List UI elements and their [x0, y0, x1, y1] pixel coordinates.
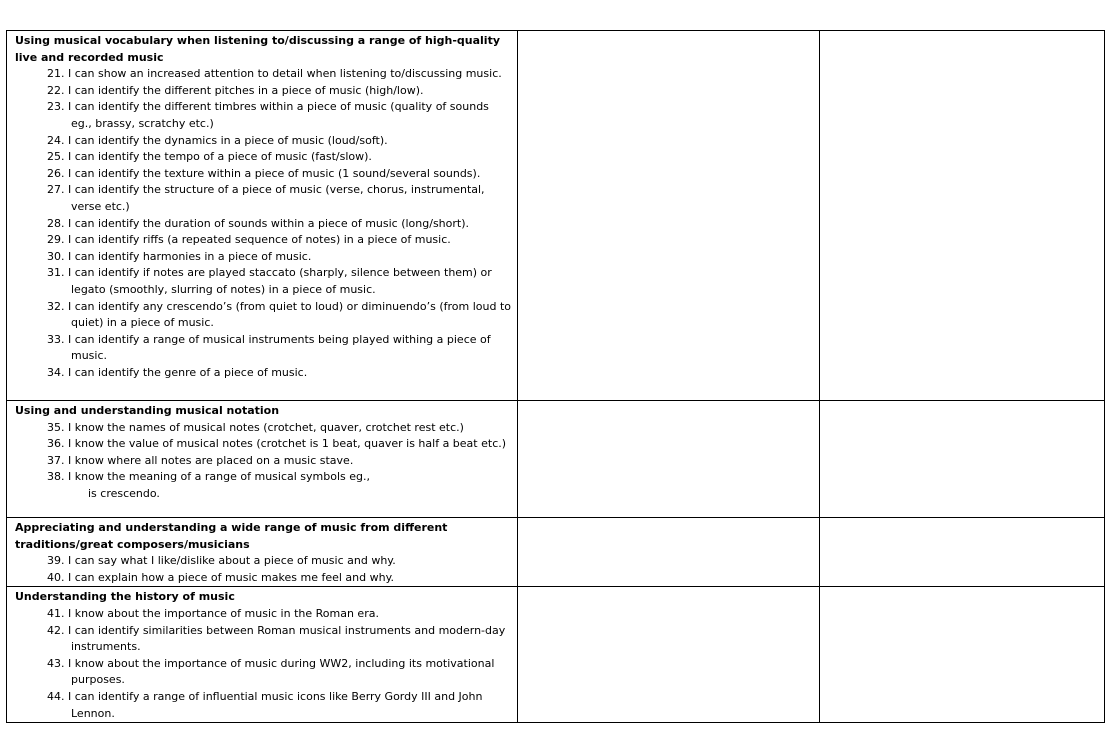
symbol-caption: is crescendo. [88, 486, 160, 500]
item-number: 27. [47, 183, 65, 197]
item-text: I can identify the duration of sounds within a piece of music (long/short). [68, 216, 470, 230]
item-number: 38. [47, 470, 65, 484]
list-item [15, 83, 513, 100]
empty-cell[interactable] [820, 518, 1105, 587]
item-text: I can identify a range of musical instruments being played withing a piece of music. [68, 332, 491, 363]
item-number: 35. [47, 420, 65, 434]
list-item [15, 606, 513, 623]
item-number: 32. [47, 299, 65, 313]
item-number: 41. [47, 606, 65, 620]
section-musical-notation [7, 401, 517, 503]
empty-cell[interactable] [518, 587, 820, 723]
item-text: I can identify the texture within a piece of music (1 sound/several sounds). [68, 166, 481, 180]
item-text: I can say what I like/dislike about a piece of music and why. [68, 554, 396, 568]
criteria-list [15, 66, 513, 381]
item-text: I can identify riffs (a repeated sequence of notes) in a piece of music. [68, 233, 451, 247]
list-item [15, 149, 513, 166]
item-text: I can identify the different timbres within a piece of music (quality of sounds eg., brassy, scratchy etc.) [68, 100, 489, 130]
list-item [15, 265, 513, 298]
item-number: 23. [47, 100, 65, 114]
item-number: 22. [47, 83, 65, 97]
list-item [15, 182, 513, 215]
section-heading: Understanding the history of music [15, 590, 235, 604]
item-text: I know the meaning of a range of musical symbols eg., [68, 470, 370, 484]
list-item [15, 623, 513, 656]
item-text: I can identify the different pitches in a piece of music (high/low). [68, 83, 424, 97]
item-number: 28. [47, 216, 65, 230]
list-item [15, 570, 513, 587]
empty-cell[interactable] [820, 401, 1105, 518]
list-item [15, 436, 513, 453]
list-item [15, 553, 513, 570]
section-appreciating-music [7, 518, 517, 586]
list-item [15, 216, 513, 233]
list-item [15, 469, 513, 486]
list-item [15, 66, 513, 83]
item-number: 30. [47, 249, 65, 263]
item-text: I know about the importance of music in the Roman era. [68, 606, 379, 620]
table-row [7, 401, 1105, 518]
list-item [15, 99, 513, 132]
item-number: 33. [47, 332, 65, 346]
criteria-cell [7, 518, 518, 587]
criteria-list [15, 553, 513, 586]
criteria-cell [7, 587, 518, 723]
item-number: 43. [47, 656, 65, 670]
empty-cell[interactable] [518, 518, 820, 587]
criteria-list [15, 606, 513, 722]
item-text: I can identify the tempo of a piece of music (fast/slow). [68, 150, 372, 164]
list-item [15, 656, 513, 689]
item-number: 34. [47, 365, 65, 379]
section-heading: Using musical vocabulary when listening to/discussing a range of high-quality live and recorded music [15, 34, 501, 64]
item-number: 26. [47, 166, 65, 180]
criteria-cell [7, 31, 518, 401]
item-text: I can identify similarities between Roman musical instruments and modern-day instruments. [68, 623, 506, 654]
item-number: 36. [47, 437, 65, 451]
item-number: 31. [47, 266, 65, 280]
empty-cell[interactable] [820, 587, 1105, 723]
item-text: I know about the importance of music during WW2, including its motivational purposes. [68, 656, 495, 687]
item-number: 39. [47, 554, 65, 568]
item-number: 21. [47, 67, 65, 81]
item-number: 44. [47, 689, 65, 703]
list-item [15, 249, 513, 266]
criteria-list [15, 420, 513, 486]
list-item [15, 365, 513, 382]
item-number: 42. [47, 623, 65, 637]
assessment-table [6, 30, 1105, 723]
item-number: 37. [47, 453, 65, 467]
item-text: I can identify a range of influential music icons like Berry Gordy III and John Lennon. [68, 689, 483, 720]
empty-cell[interactable] [820, 31, 1105, 401]
list-item [15, 166, 513, 183]
section-history-of-music [7, 587, 517, 722]
item-text: I can identify the structure of a piece of music (verse, chorus, instrumental, verse etc.) [68, 183, 485, 213]
criteria-cell [7, 401, 518, 518]
list-item [15, 420, 513, 437]
item-number: 40. [47, 570, 65, 584]
table-row [7, 518, 1105, 587]
list-item [15, 299, 513, 332]
item-text: I know where all notes are placed on a music stave. [68, 453, 354, 467]
item-text: I can explain how a piece of music makes me feel and why. [68, 570, 395, 584]
item-text: I know the names of musical notes (crotchet, quaver, crotchet rest etc.) [68, 420, 464, 434]
section-heading: Appreciating and understanding a wide range of music from different traditions/great composers/musicians [15, 521, 448, 551]
list-item [15, 332, 513, 365]
list-item [15, 689, 513, 722]
item-text: I can identify harmonies in a piece of music. [68, 249, 312, 263]
list-item [15, 232, 513, 249]
section-musical-vocabulary [7, 31, 517, 381]
section-heading: Using and understanding musical notation [15, 404, 280, 417]
item-text: I can show an increased attention to detail when listening to/discussing music. [68, 67, 502, 81]
empty-cell[interactable] [518, 31, 820, 401]
table-row [7, 587, 1105, 723]
item-number: 25. [47, 150, 65, 164]
item-text: I can identify the dynamics in a piece of music (loud/soft). [68, 133, 388, 147]
item-text: I can identify any crescendo’s (from quiet to loud) or diminuendo’s (from loud to quiet) in a piece of music. [68, 299, 511, 330]
item-number: 24. [47, 133, 65, 147]
table-row [7, 31, 1105, 401]
empty-cell[interactable] [518, 401, 820, 518]
item-text: I know the value of musical notes (crotchet is 1 beat, quaver is half a beat etc.) [68, 437, 507, 451]
item-number: 29. [47, 233, 65, 247]
list-item [15, 453, 513, 470]
item-text: I can identify the genre of a piece of music. [68, 365, 308, 379]
list-item [15, 133, 513, 150]
item-text: I can identify if notes are played staccato (sharply, silence between them) or legato (smoothly, slurring of notes) in a piece of music. [68, 266, 492, 296]
